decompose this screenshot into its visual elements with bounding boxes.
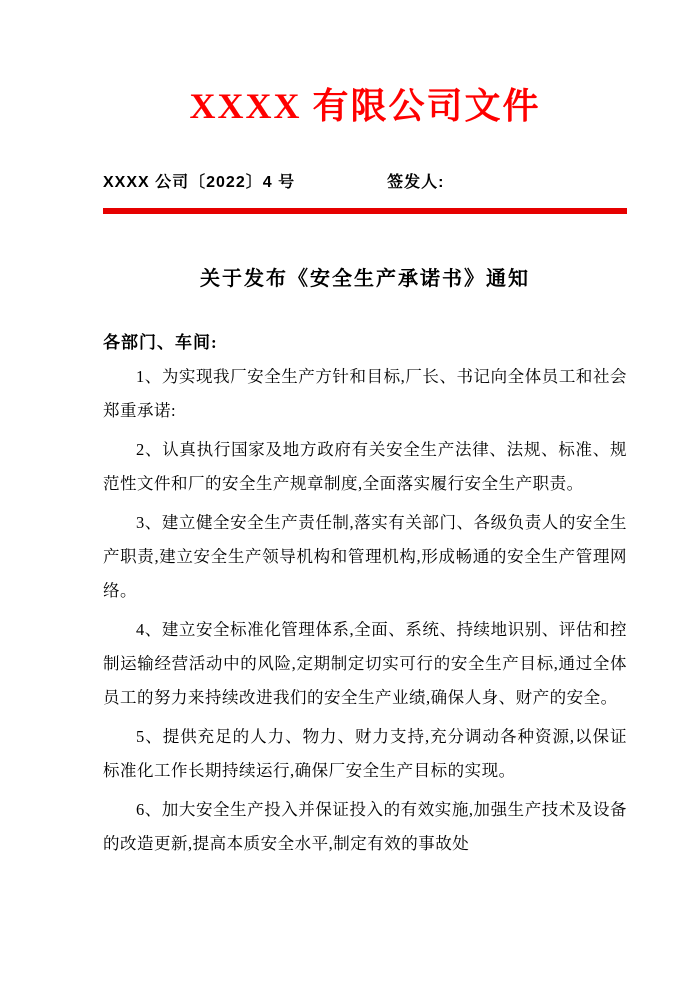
issuer-label: 签发人: [387, 174, 445, 191]
salutation: 各部门、车间: [103, 333, 218, 352]
notice-heading: 关于发布《安全生产承诺书》通知 [200, 268, 530, 290]
paragraph-3: 3、建立健全安全生产责任制,落实有关部门、各级负责人的安全生产职责,建立安全生产领导机构和管理机构,形成畅通的安全生产管理网络。 [103, 513, 627, 600]
paragraph-4: 4、建立安全标准化管理体系,全面、系统、持续地识别、评估和控制运输经营活动中的风险,定期制定切实可行的安全生产目标,通过全体员工的努力来持续改进我们的安全生产业绩,确保人身、财产的安全。 [103, 620, 627, 707]
paragraph-2: 2、认真执行国家及地方政府有关安全生产法律、法规、标准、规范性文件和厂的安全生产规章制度,全面落实履行安全生产职责。 [103, 440, 627, 493]
red-divider-line [103, 208, 627, 214]
doc-number: XXXX 公司〔2022〕4 号 [103, 174, 296, 191]
paragraph-5: 5、提供充足的人力、物力、财力支持,充分调动各种资源,以保证标准化工作长期持续运行,确保厂安全生产目标的实现。 [103, 727, 627, 780]
paragraph-1: 1、为实现我厂安全生产方针和目标,厂长、书记向全体员工和社会郑重承诺: [103, 367, 627, 420]
document-body [103, 326, 627, 861]
doc-meta-row [103, 169, 627, 192]
document-title: XXXX 有限公司文件 [189, 86, 541, 126]
paragraph-6: 6、加大安全生产投入并保证投入的有效实施,加强生产技术及设备的改造更新,提高本质安全水平,制定有效的事故处 [103, 800, 627, 853]
